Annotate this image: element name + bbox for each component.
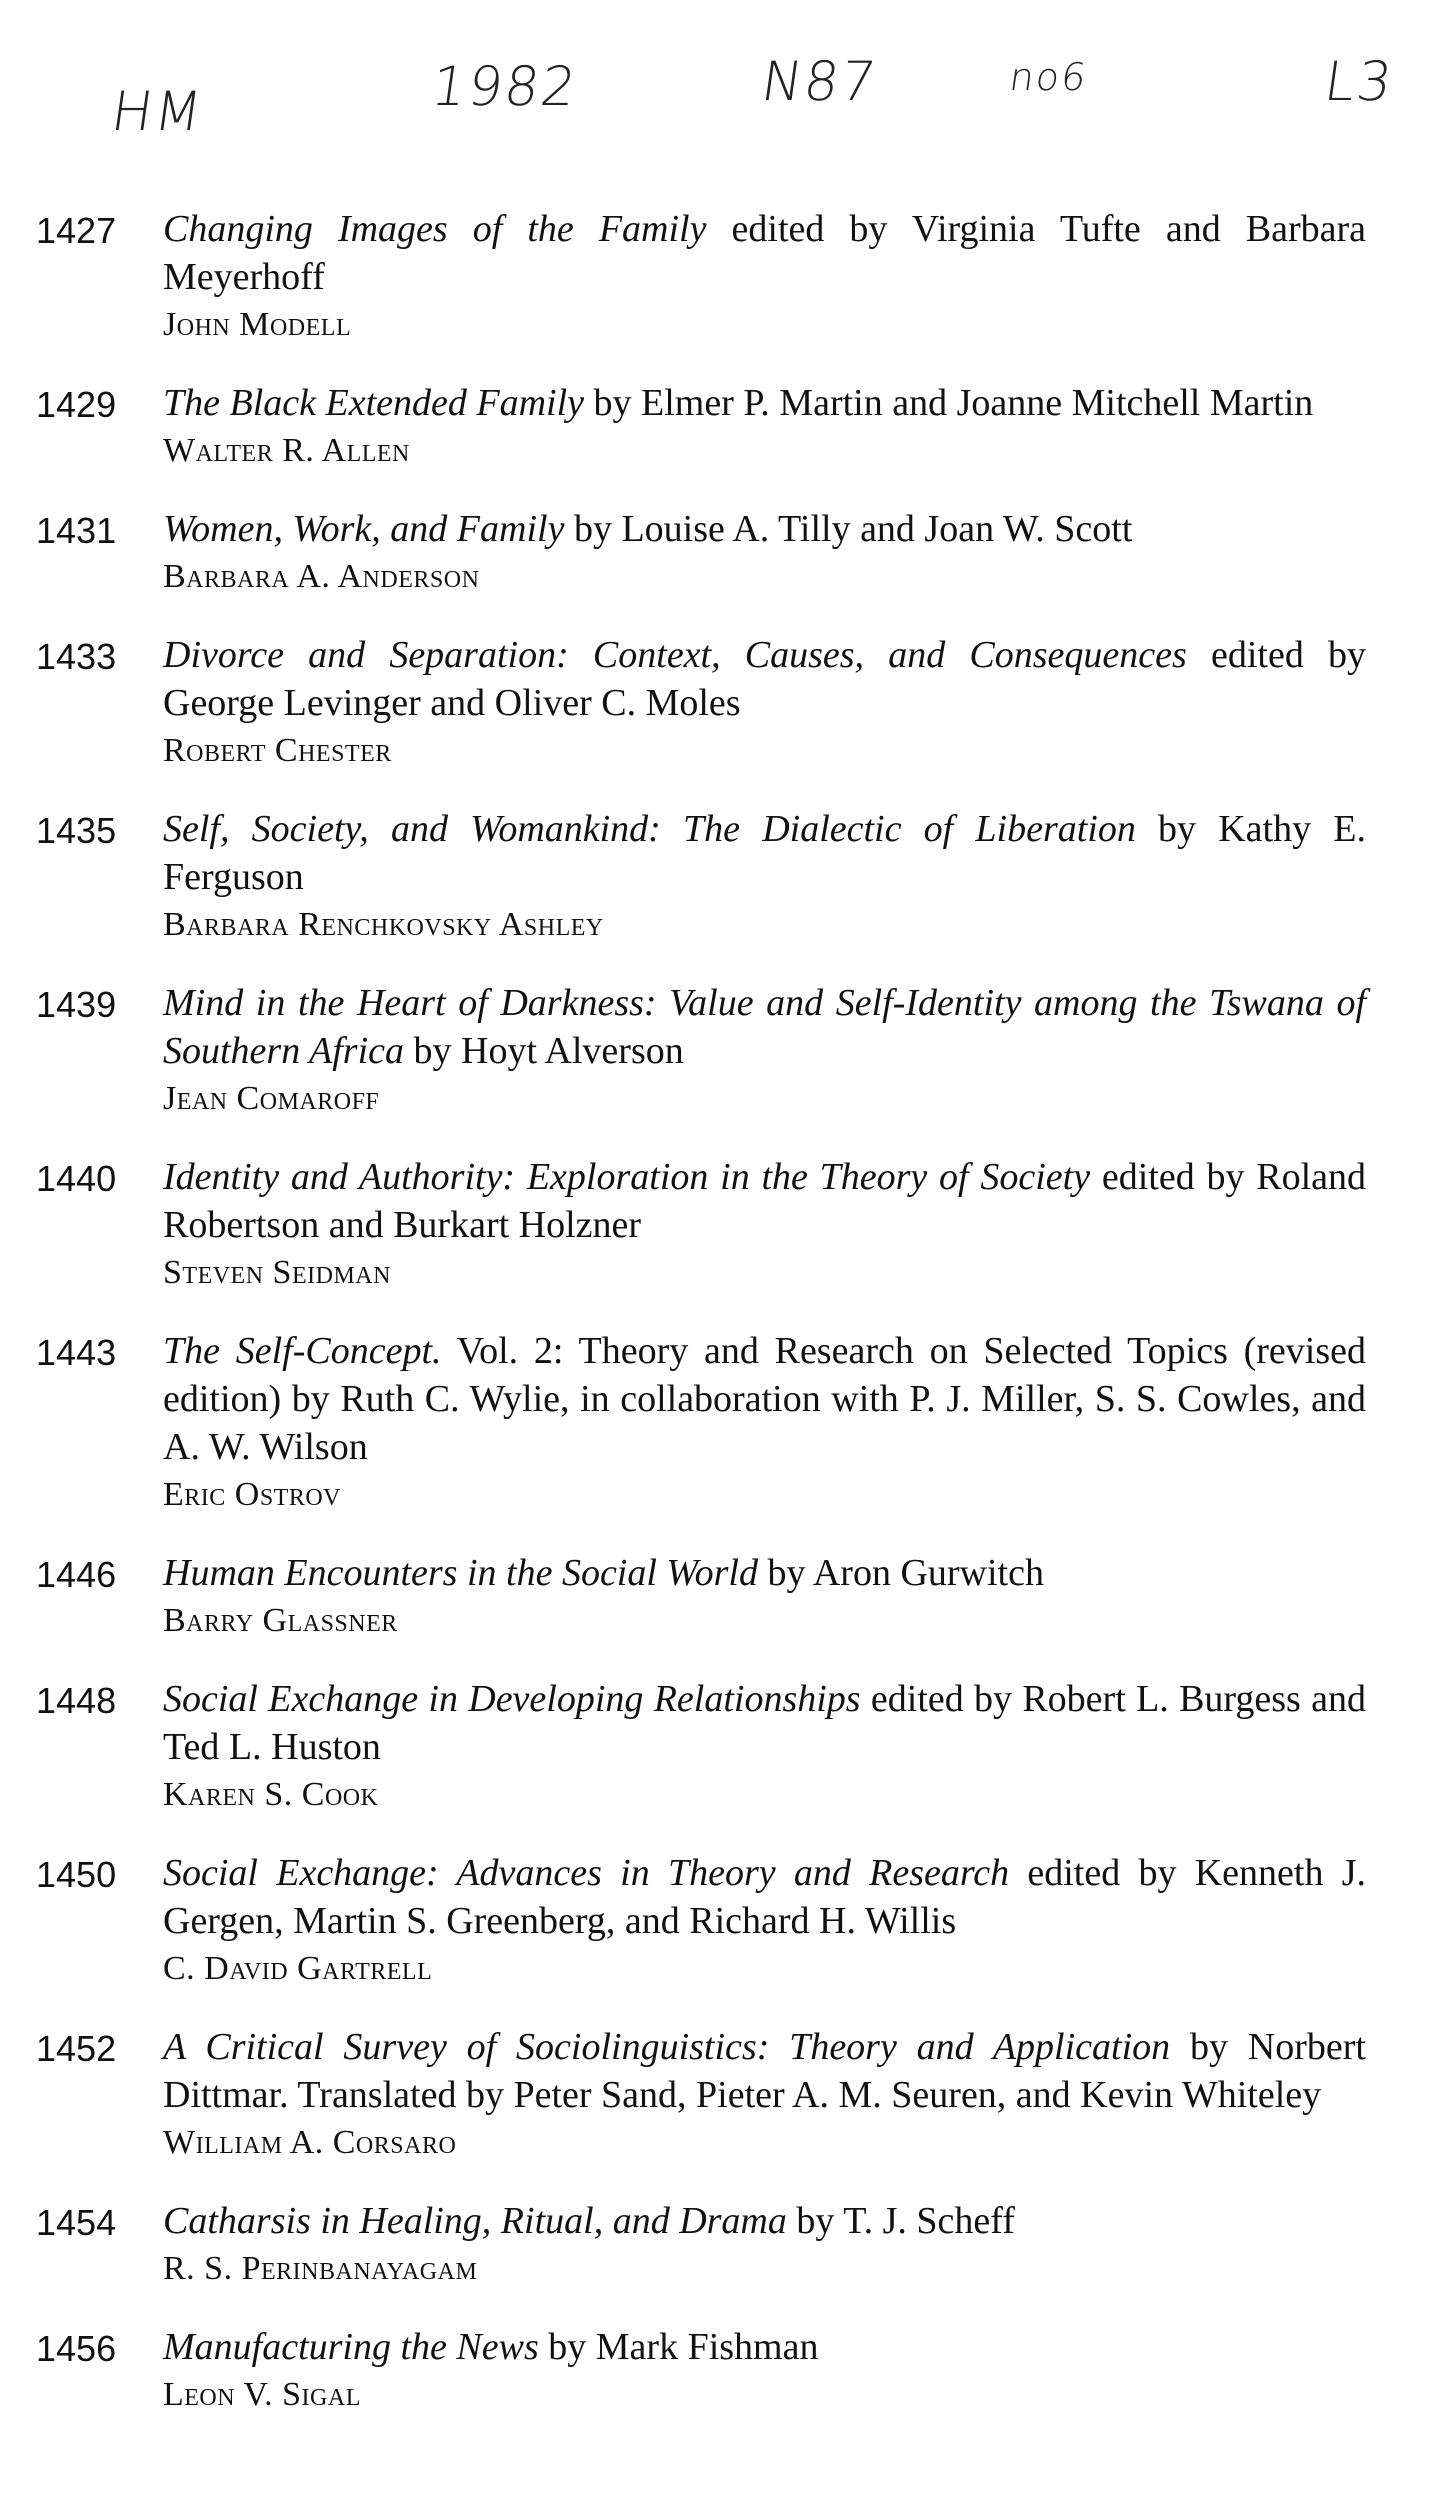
book-title: Changing Images of the Family <box>163 208 707 250</box>
review-list <box>36 205 1366 2449</box>
reviewer-name: Barbara A. Anderson <box>163 558 480 595</box>
reviewer-name: Barry Glassner <box>163 1602 398 1639</box>
page-number: 1440 <box>36 1158 117 1199</box>
review-entry <box>36 1675 1366 1819</box>
book-details: by Louise A. Tilly and Joan W. Scott <box>564 508 1133 550</box>
review-entry <box>36 1549 1366 1645</box>
book-details: by Kathy E. Ferguson <box>163 808 1367 898</box>
review-entry <box>36 205 1366 349</box>
book-title: Mind in the Heart of Darkness: Value and Self-Identity among the Tswana of Southern Africa <box>163 982 1366 1072</box>
review-entry <box>36 805 1366 949</box>
book-details: edited by Kenneth J. Gergen, Martin S. Greenberg, and Richard H. Willis <box>163 1852 1366 1942</box>
book-title: Social Exchange: Advances in Theory and Research <box>163 1852 1010 1894</box>
reviewer-name: R. S. Perinbanayagam <box>163 2250 478 2287</box>
review-entry <box>36 979 1366 1123</box>
book-details: by T. J. Scheff <box>786 2200 1015 2242</box>
book-details: by Hoyt Alverson <box>404 1030 684 1072</box>
page-number: 1448 <box>36 1680 117 1721</box>
entry-text <box>163 2023 1366 2167</box>
handwritten-text: N87 <box>757 50 882 113</box>
book-title: A Critical Survey of Sociolinguistics: Theory and Application <box>163 2026 1171 2068</box>
book-details: edited by George Levinger and Oliver C. Moles <box>163 634 1366 724</box>
page-number: 1433 <box>36 636 117 677</box>
entry-text <box>163 1675 1366 1819</box>
book-title: The Black Extended Family <box>163 382 585 424</box>
page-number: 1431 <box>36 510 117 551</box>
page-number: 1456 <box>36 2328 117 2369</box>
entry-text <box>163 205 1366 349</box>
page-number: 1427 <box>36 210 117 251</box>
book-title: Social Exchange in Developing Relationships <box>163 1678 861 1720</box>
review-entry <box>36 1849 1366 1993</box>
review-entry <box>36 631 1366 775</box>
entry-text <box>163 2197 1366 2293</box>
page-number: 1429 <box>36 384 117 425</box>
reviewer-name: Robert Chester <box>163 732 392 769</box>
reviewer-name: C. David Gartrell <box>163 1950 433 1987</box>
handwritten-text: L3 <box>1320 50 1398 113</box>
reviewer-name: John Modell <box>163 306 352 343</box>
book-title: Human Encounters in the Social World <box>163 1552 758 1594</box>
book-details: edited by Roland Robertson and Burkart Holzner <box>163 1156 1366 1246</box>
reviewer-name: Jean Comaroff <box>163 1080 380 1117</box>
handwritten-text: HM <box>107 80 208 143</box>
book-details: edited by Virginia Tufte and Barbara Meyerhoff <box>163 208 1366 298</box>
reviewer-name: Barbara Renchkovsky Ashley <box>163 906 604 943</box>
entry-text <box>163 1153 1366 1297</box>
book-details: by Mark Fishman <box>538 2326 819 2368</box>
entry-text <box>163 631 1366 775</box>
entry-text <box>163 1549 1366 1645</box>
review-entry <box>36 1327 1366 1519</box>
review-entry <box>36 1153 1366 1297</box>
book-details: Vol. 2: Theory and Research on Selected Topics (revised edition) by Ruth C. Wylie, in collaboration with P. J. Miller, S. S. Cowles, and A. W. Wilson <box>163 1330 1366 1468</box>
reviewer-name: Leon V. Sigal <box>163 2376 361 2413</box>
entry-text <box>163 979 1366 1123</box>
page-number: 1452 <box>36 2028 117 2069</box>
page-number: 1450 <box>36 1854 117 1895</box>
page-number: 1443 <box>36 1332 117 1373</box>
book-details: by Norbert Dittmar. Translated by Peter Sand, Pieter A. M. Seuren, and Kevin Whiteley <box>163 2026 1366 2116</box>
reviewer-name: William A. Corsaro <box>163 2124 457 2161</box>
book-title: Manufacturing the News <box>163 2326 539 2368</box>
page-number: 1435 <box>36 810 117 851</box>
reviewer-name: Walter R. Allen <box>163 432 410 469</box>
review-entry <box>36 505 1366 601</box>
handwritten-text: no6 <box>1006 55 1091 99</box>
handwritten-text: 1982 <box>427 55 582 118</box>
entry-text <box>163 1327 1366 1519</box>
review-entry <box>36 379 1366 475</box>
page-number: 1439 <box>36 984 117 1025</box>
book-details: by Aron Gurwitch <box>757 1552 1044 1594</box>
review-entry <box>36 2323 1366 2419</box>
reviewer-name: Eric Ostrov <box>163 1476 342 1513</box>
reviewer-name: Steven Seidman <box>163 1254 391 1291</box>
entry-text <box>163 379 1366 475</box>
book-title: Identity and Authority: Exploration in the Theory of Society <box>163 1156 1091 1198</box>
review-entry <box>36 2197 1366 2293</box>
book-title: Catharsis in Healing, Ritual, and Drama <box>163 2200 787 2242</box>
book-details: edited by Robert L. Burgess and Ted L. Huston <box>163 1678 1366 1768</box>
entry-text <box>163 805 1366 949</box>
book-title: Self, Society, and Womankind: The Dialectic of Liberation <box>163 808 1136 850</box>
book-title: Women, Work, and Family <box>163 508 565 550</box>
book-details: by Elmer P. Martin and Joanne Mitchell Martin <box>584 382 1314 424</box>
reviewer-name: Karen S. Cook <box>163 1776 379 1813</box>
handwritten-call-number <box>0 20 1429 170</box>
page-number: 1454 <box>36 2202 117 2243</box>
entry-text <box>163 1849 1366 1993</box>
entry-text <box>163 505 1366 601</box>
page-number: 1446 <box>36 1554 117 1595</box>
review-entry <box>36 2023 1366 2167</box>
entry-text <box>163 2323 1366 2419</box>
book-title: The Self-Concept. <box>163 1330 442 1372</box>
book-title: Divorce and Separation: Context, Causes, and Consequences <box>163 634 1187 676</box>
